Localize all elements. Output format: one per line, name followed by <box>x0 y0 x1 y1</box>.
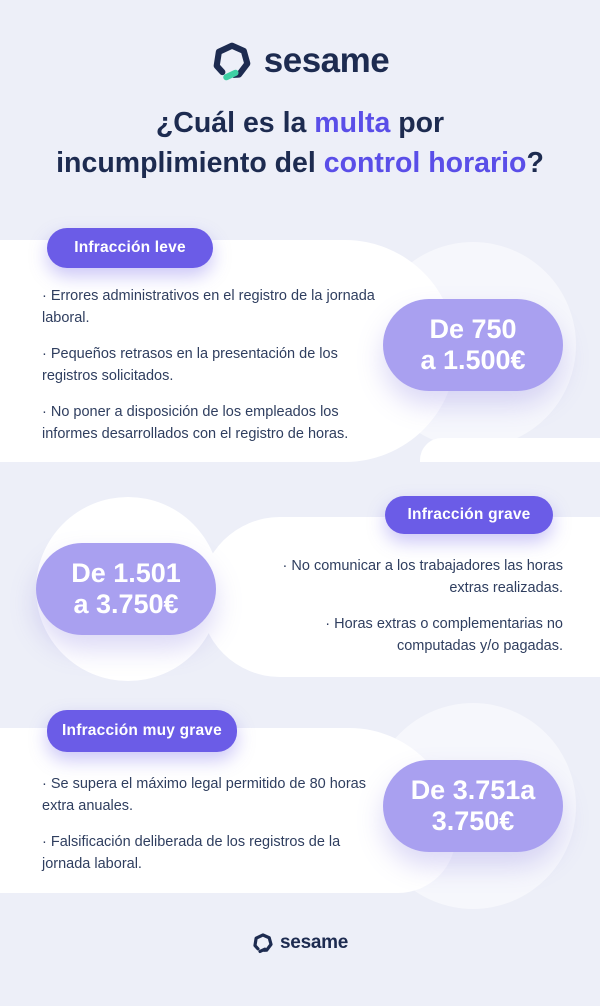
fine-pill-grave <box>36 543 216 635</box>
badge-infraccion-muy-grave <box>47 710 237 752</box>
fine-amount-line: De 1.501 <box>71 558 181 588</box>
bullet-item: · Falsificación deliberada de los registros de la jornada laboral. <box>42 834 341 872</box>
title-text: incumplimiento del <box>56 147 324 179</box>
logo-dash <box>260 949 265 951</box>
title-accent-multa: multa <box>314 107 391 139</box>
fine-amount-line: a 3.750€ <box>73 589 179 619</box>
fine-amount-line: 3.750€ <box>431 806 515 836</box>
bullet-item: · Pequeños retrasos en la presentación de los registros solicitados. <box>42 346 338 384</box>
footer-logo <box>0 932 600 954</box>
brand-wordmark: sesame <box>263 40 390 80</box>
page-title <box>0 103 600 183</box>
title-text: por <box>390 107 445 139</box>
bullet-item: · No comunicar a los trabajadores las horas extras realizadas. <box>282 558 563 596</box>
logo-ring <box>216 46 247 76</box>
fine-pill-leve <box>383 299 563 391</box>
badge-label: Infracción leve <box>74 239 186 256</box>
bullet-item: · Errores administrativos en el registro de la jornada laboral. <box>42 288 375 326</box>
fine-amount-line: De 3.751a <box>410 775 536 805</box>
title-accent-control-horario: control horario <box>323 147 527 179</box>
badge-label: Infracción muy grave <box>62 722 222 739</box>
header-logo <box>0 40 600 82</box>
logo-teal-dash <box>226 73 235 77</box>
sesame-logo-icon <box>211 40 253 82</box>
sesame-logo-icon-small <box>252 932 274 954</box>
badge-label: Infracción grave <box>407 506 531 523</box>
fine-pill-muy-grave <box>383 760 563 852</box>
bullets-grave <box>250 556 563 657</box>
bullets-leve <box>42 286 380 445</box>
footer-brand-wordmark: sesame <box>280 932 348 953</box>
title-text: ¿Cuál es la <box>155 107 315 139</box>
badge-infraccion-leve <box>47 228 213 268</box>
bullet-item: · Horas extras o complementarias no computadas y/o pagadas. <box>325 616 563 654</box>
badge-infraccion-grave <box>385 496 553 534</box>
fine-amount-line: a 1.500€ <box>420 345 526 375</box>
fine-amount-line: De 750 <box>429 314 517 344</box>
bullet-item: · Se supera el máximo legal permitido de 80 horas extra anuales. <box>42 776 366 814</box>
logo-ring <box>255 935 271 951</box>
bullet-item: · No poner a disposición de los empleados los informes desarrollados con el registro de horas. <box>42 404 349 442</box>
title-text: ? <box>526 147 544 179</box>
bullets-muy-grave <box>42 774 382 875</box>
